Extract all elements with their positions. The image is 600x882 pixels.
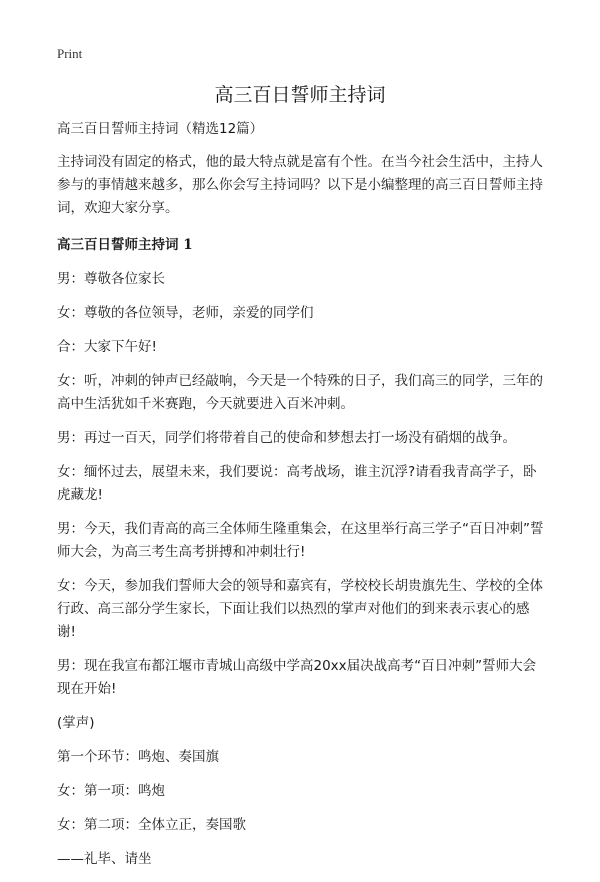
script-line: 女：听，冲刺的钟声已经敲响，今天是一个特殊的日子，我们高三的同学，三年的高中生活犹如千米赛跑，今天就要进入百米冲刺。 [57,373,543,412]
script-line: 女：今天，参加我们誓师大会的领导和嘉宾有，学校校长胡贵旗先生、学校的全体行政、高三部分学生家长，下面让我们以热烈的掌声对他们的到来表示衷心的感谢! [57,578,543,640]
script-line: 男：现在我宣布都江堰市青城山高级中学高20xx届决战高考“百日冲刺”誓师大会现在开始! [57,658,537,697]
script-line: 男：今天，我们青高的高三全体师生隆重集会，在这里举行高三学子“百日冲刺”誓师大会，为高三考生高考拼搏和冲刺壮行! [57,521,544,560]
script-line: 女：尊敬的各位领导，老师，亲爱的同学们 [57,305,314,321]
script-lines [57,268,547,871]
section-heading: 高三百日誓师主持词 1 [57,237,193,253]
intro-paragraph: 主持词没有固定的格式，他的最大特点就是富有个性。在当今社会生活中，主持人参与的事情越来越多，那么你会写主持词吗？以下是小编整理的高三百日誓师主持词，欢迎大家分享。 [57,154,543,216]
print-link[interactable]: Print [57,46,83,61]
script-line: 女：缅怀过去，展望未来，我们要说：高考战场，谁主沉浮?请看我青高学子，卧虎藏龙! [57,464,537,503]
script-line: (掌声) [57,715,95,731]
script-line: 女：第二项：全体立正，奏国歌 [57,817,246,833]
document-subtitle: 高三百日誓师主持词（精选12篇） [57,121,264,137]
document-body [57,118,547,882]
page-title: 高三百日誓师主持词 [214,84,386,106]
script-line: 第一个环节：鸣炮、奏国旗 [57,749,219,765]
script-line: 男：尊敬各位家长 [57,271,165,287]
script-line: 男：再过一百天，同学们将带着自己的使命和梦想去打一场没有硝烟的战争。 [57,430,516,446]
script-line: 女：第一项：鸣炮 [57,783,165,799]
script-line: 合：大家下午好! [57,339,157,355]
script-line: ——礼毕、请坐 [57,851,152,867]
